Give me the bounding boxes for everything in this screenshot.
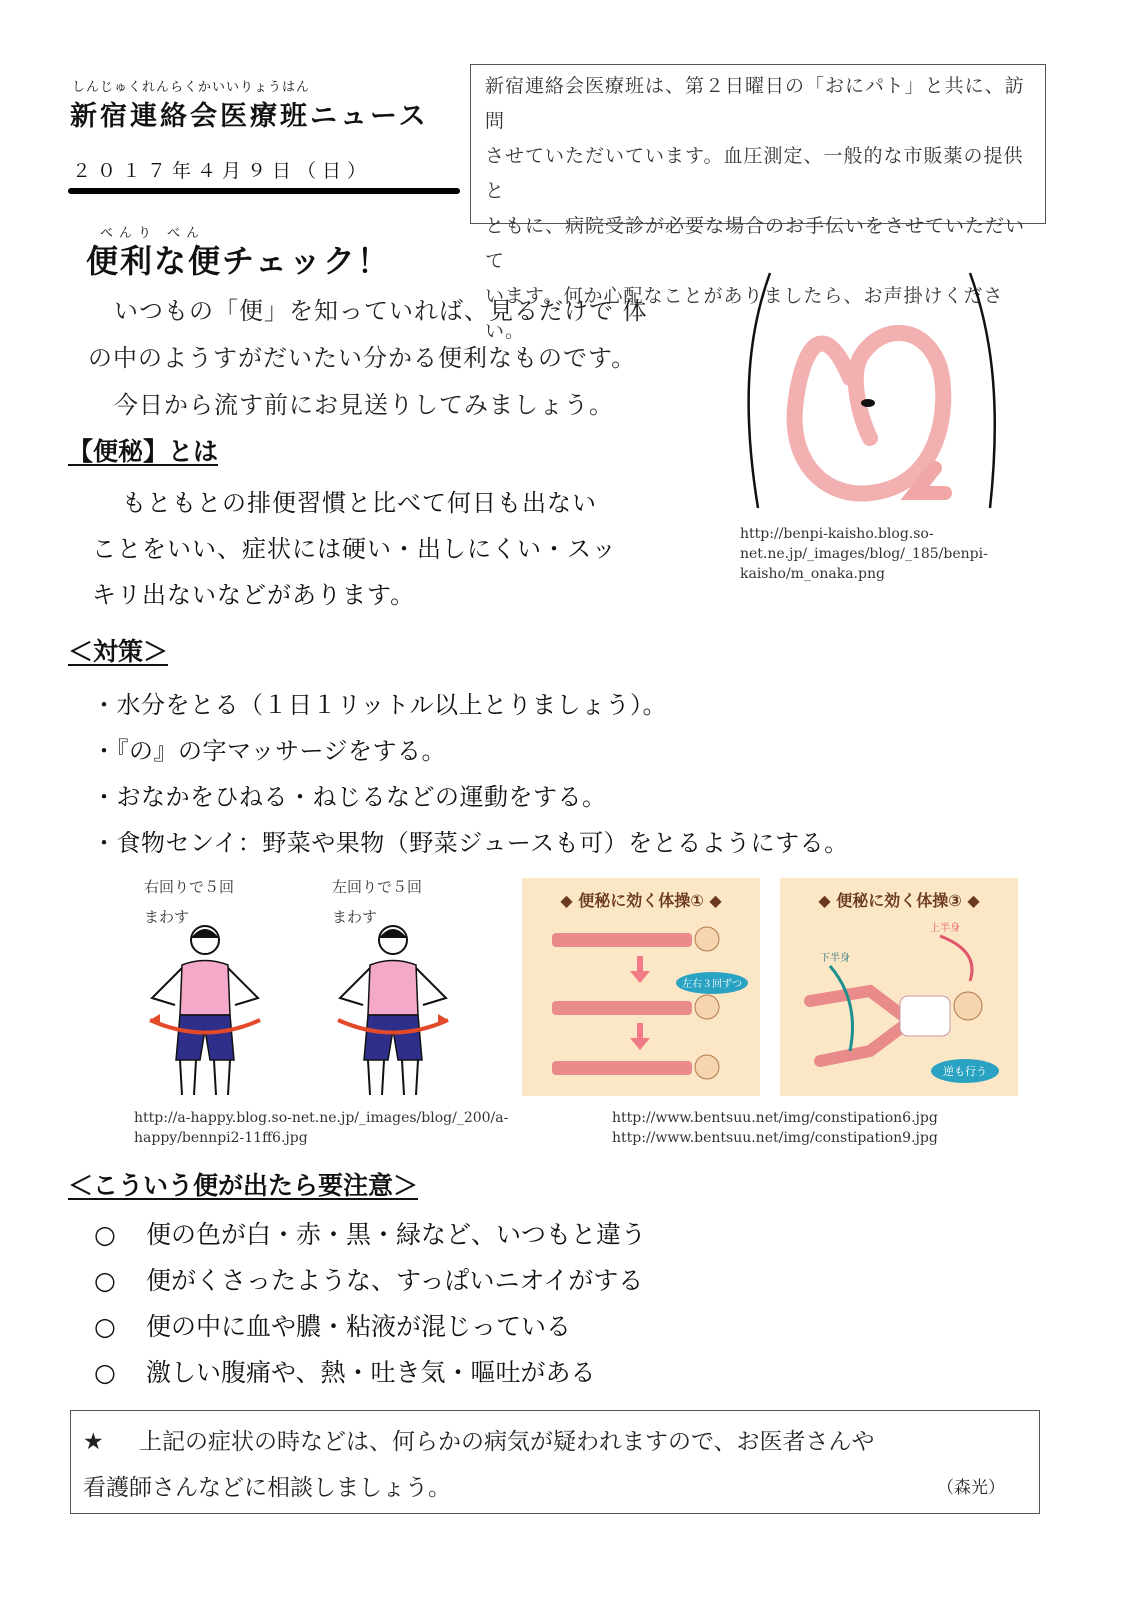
measure-item: ・『の』の字マッサージをする。 — [92, 737, 447, 765]
notice-line: させていただいています。血圧測定、一般的な市販薬の提供と — [485, 145, 1024, 202]
newsletter-title: 新宿連絡会医療班ニュース — [70, 101, 429, 132]
intro-line: 今日から流す前にお見送りしてみましょう。 — [114, 391, 614, 419]
figure-caption-right-2: http://www.bentsuu.net/img/constipation9.jpg — [612, 1130, 938, 1146]
exercise-panel-1-title: ◆ 便秘に効く体操① ◆ — [560, 891, 722, 910]
warning-bullet: ○ — [94, 1266, 116, 1295]
constipation-line: ことをいい、症状には硬い・出しにくい・スッ — [92, 535, 617, 563]
notice-box — [470, 64, 1046, 342]
right-rotation-label: 右回りで５回 — [144, 878, 235, 896]
left-rotation-label: 左回りで５回 — [332, 878, 423, 896]
belly-massage-illustration — [740, 268, 1040, 513]
warning-bullet: ○ — [94, 1220, 116, 1249]
warning-heading: ＜こういう便が出たら要注意＞ — [68, 1171, 419, 1200]
warning-item — [94, 1258, 794, 1304]
exercise-1-illustration — [522, 911, 760, 1091]
exercise-panel-1 — [522, 878, 760, 1096]
measure-item: ・水分をとる（１日１リットル以上とりましょう）。 — [92, 691, 668, 719]
intro-text — [88, 288, 688, 429]
constipation-line: キリ出ないなどがあります。 — [92, 581, 416, 609]
intro-line: いつもの「便」を知っていれば、見るだけで 体 — [114, 297, 648, 325]
issue-date: ２０１７年４月９日（日） — [72, 160, 373, 182]
footer-note — [70, 1410, 1040, 1514]
figure-caption-right-1: http://www.bentsuu.net/img/constipation6.jpg — [612, 1110, 938, 1126]
left-rotation-label-2: まわす — [332, 908, 378, 926]
exercise-panel-3-title: ◆ 便秘に効く体操③ ◆ — [818, 891, 980, 910]
constipation-line: もともとの排便習慣と比べて何日も出ない — [122, 489, 597, 517]
warning-text: 便がくさったような、すっぱいニオイがする — [146, 1266, 644, 1295]
notice-line: 新宿連絡会医療班は、第２日曜日の「おにパト」と共に、訪問 — [485, 75, 1025, 132]
footer-author: （森光） — [937, 1478, 1005, 1498]
measures-heading: ＜対策＞ — [68, 637, 169, 666]
upper-body-label: 上半身 — [930, 923, 960, 934]
intro-line: の中のようすがだいたい分かる便利なものです。 — [88, 344, 637, 372]
exercise-1-badge: 左右３回ずつ — [682, 979, 742, 990]
lower-body-label: 下半身 — [820, 953, 850, 964]
exercise-3-illustration — [780, 911, 1018, 1091]
main-title-ruby: べんり べん — [100, 226, 206, 241]
figure-caption-left: http://a-happy.blog.so-net.ne.jp/_images/blog/_200/a-happy/bennpi2-11ff6.jpg — [134, 1110, 509, 1146]
warning-bullet: ○ — [94, 1358, 116, 1387]
footer-text-2: 看護師さんなどに相談しましょう。 — [83, 1475, 451, 1501]
right-rotation-label-2: まわす — [144, 908, 190, 926]
warning-text: 便の中に血や膿・粘液が混じっている — [146, 1312, 572, 1341]
belly-image-url: http://benpi-kaisho.blog.so-net.ne.jp/_images/blog/_185/benpi-kaisho/m_onaka.png — [740, 526, 988, 582]
title-ruby: しんじゅくれんらくかいいりょうはん — [72, 80, 311, 95]
warning-item — [94, 1304, 794, 1350]
warning-item — [94, 1212, 794, 1258]
measures-list — [92, 682, 992, 866]
warning-bullet: ○ — [94, 1312, 116, 1341]
measure-item: ・食物センイ：野菜や果物（野菜ジュースも可）をとるようにする。 — [92, 829, 849, 857]
warning-text: 便の色が白・赤・黒・緑など、いつもと違う — [146, 1220, 647, 1249]
notice-line: ともに、病院受診が必要な場合のお手伝いをさせていただいて — [485, 215, 1026, 272]
notice-line: います。何か心配なことがありましたら、お声掛けください。 — [485, 285, 1004, 342]
warning-list — [94, 1212, 794, 1396]
hip-rotation-figure-left — [318, 920, 468, 1100]
header-rule — [68, 188, 460, 194]
footer-line-2 — [83, 1465, 1027, 1511]
star-icon: ★ — [83, 1429, 104, 1455]
exercise-panel-3 — [780, 878, 1018, 1096]
footer-text-1: 上記の症状の時などは、何らかの病気が疑われますので、お医者さんや — [139, 1429, 875, 1455]
main-title: 便利な便チェック！ — [86, 242, 392, 280]
footer-line-1 — [83, 1419, 1027, 1465]
measure-item: ・おなかをひねる・ねじるなどの運動をする。 — [92, 783, 607, 811]
warning-text: 激しい腹痛や、熱・吐き気・嘔吐がある — [146, 1358, 596, 1387]
exercise-3-badge: 逆も行う — [943, 1065, 987, 1078]
warning-item — [94, 1350, 794, 1396]
constipation-text — [92, 480, 712, 618]
constipation-heading: 【便秘】とは — [68, 437, 219, 466]
hip-rotation-figure-right — [130, 920, 280, 1100]
